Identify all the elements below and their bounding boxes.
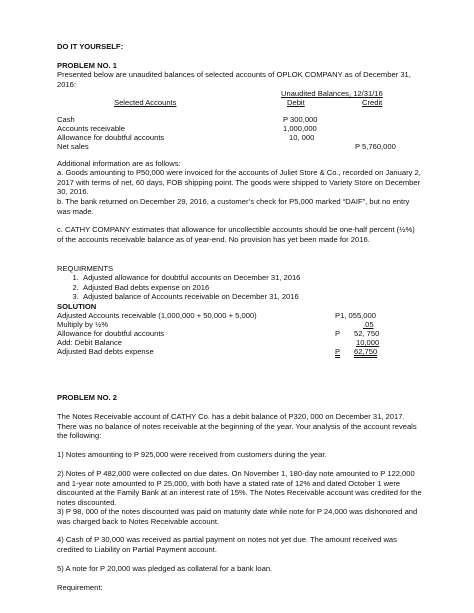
problem2-item: 1) Notes amounting to P 925,000 were received from customers during the year. [57,450,327,459]
solution-amount: 10,000 [356,338,380,347]
credit-value: P 5,760,000 [355,142,396,151]
additional-item-b: b. The bank returned on December 29, 2016, a customer’s check for P5,000 marked “DAIF”, but no entry was made. [57,197,410,216]
solution-amount: 62,750 [354,347,378,356]
problem2-intro: The Notes Receivable account of CATHY Co. has a debit balance of P320, 000 on December 31, 2017. There was no balance of notes receivable at the beginning of the year. Your analysis of the account reveals the following: [57,412,417,441]
solution-amount: .05 [363,320,374,329]
additional-item-a: a. Goods amounting to P50,000 were invoiced for the accounts of Juliet Store & Co., recorded on January 2, 2017 with terms of net, 60 days, FOB shipping point. The goods were shipped to Variety Store on December 30, 2016. [57,168,421,197]
additional-item-c: c. CATHY COMPANY estimates that allowance for uncollectible accounts should be one-half percent (½%) of the accounts receivable balance as of year-end. No provision has yet been made for 2016. [57,225,415,244]
debit-value: 10, 000 [289,133,315,142]
solution-label: Adjusted Accounts receivable (1,000,000 + 50,000 + 5,000) [57,311,257,320]
problem2-item: 4) Cash of P 30,000 was received as partial payment on notes not yet due. The amount received was credited to Liability on Partial Payment account. [57,535,397,554]
table-group-header: Unaudited Balances, 12/31/16 [281,89,383,98]
solution-amount: P1, 055,000 [335,311,376,320]
account-name: Net sales [57,142,89,151]
problem2-item: 3) P 98, 000 of the notes discounted was paid on maturity date while note for P 24,000 was dishonored and was charged back to Notes Receivable account. [57,507,418,526]
solution-currency: P [335,329,341,338]
problem2-item: 5) A note for P 20,000 was pledged as collateral for a bank loan. [57,564,273,573]
solution-label: Multiply by ½% [57,320,109,329]
table-col-debit: Debit [287,98,305,107]
page-heading: DO IT YOURSELF: [57,42,124,51]
solution-label: Adjusted Bad debts expense [57,347,154,356]
problem1-intro: Presented below are unaudited balances of selected accounts of OPLOK COMPANY as of December 31, 2016: [57,70,411,89]
problem1-title: PROBLEM NO. 1 [57,61,117,70]
account-name: Allowance for doubtful accounts [57,133,165,142]
solution-heading: SOLUTION [57,302,97,311]
solution-currency: P [335,347,341,356]
problem2-item: 2) Notes of P 482,000 were collected on due dates. On November 1, 180-day note amounted to P 122,000 and 1-year note amounted to P 25,000, with both have a stated rate of 12% and dated October 1 were discounted at the Family Bank at an interest rate of 15%. The Notes Receivable account was credited for the notes discounted. [57,469,422,507]
solution-amount: 52, 750 [354,329,380,338]
problem2-title: PROBLEM NO. 2 [57,393,117,402]
account-name: Cash [57,115,75,124]
table-col-accounts: Selected Accounts [114,98,177,107]
solution-label: Allowance for doubtful accounts [57,329,165,338]
debit-value: 1,000,000 [283,124,317,133]
solution-row [57,347,417,357]
list-item: 1. Adjusted allowance for doubtful accounts on December 31, 2016 [81,273,446,283]
list-item: 2. Adjusted Bad debts expense on 2016 [81,283,446,293]
debit-value: P 300,000 [283,115,318,124]
table-row [57,142,417,152]
account-name: Accounts receivable [57,124,125,133]
solution-label: Add: Debit Balance [57,338,123,347]
requirements-heading: REQUIRMENTS [57,264,114,273]
requirement-heading: Requirement: [57,583,103,592]
list-item: 3. Adjusted balance of Accounts receivable on December 31, 2016 [81,292,446,302]
table-col-credit: Credit [362,98,383,107]
additional-info-heading: Additional information are as follows: [57,159,181,168]
requirements-list [57,273,446,302]
